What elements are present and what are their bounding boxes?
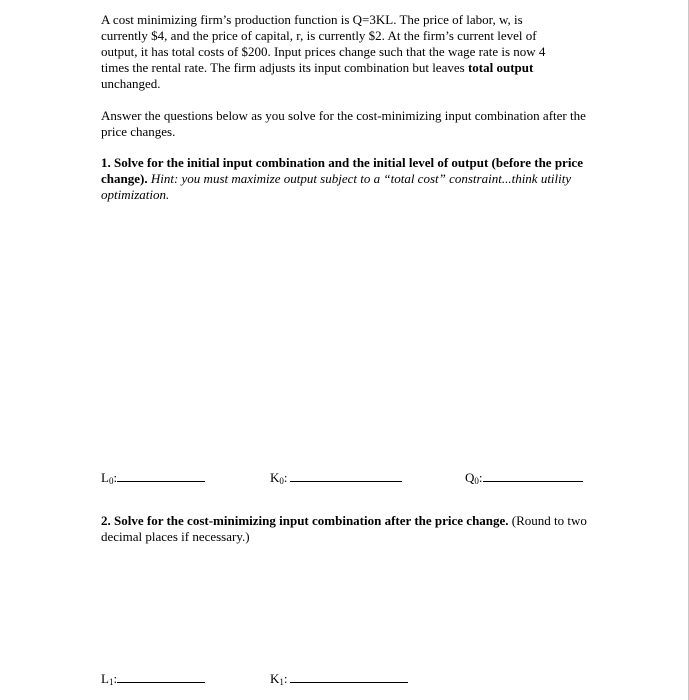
answer-K0 [270,469,402,486]
answer-L1-blank[interactable] [117,670,205,683]
instructions-text: Answer the questions below as you solve for the cost-minimizing input combination after the price changes. [101,108,586,139]
problem-text-bold: total output [467,60,534,75]
answer-K1-label: $K_1$: [270,671,288,687]
answer-Q0-blank[interactable] [483,469,583,482]
answer-K1 [270,670,408,687]
problem-text-part2: unchanged. [101,76,161,91]
answer-L0-label: $L_0$: [101,470,118,486]
answer-K0-label: $K_0$: [270,470,288,486]
problem-text-part1: A cost minimizing firm’s production function is Q=3KL. The price of labor, w, is currently $4, and the price of capital, r, is currently $2. At the firm’s current level of output, it has total costs of $200. Input prices change such that the wage rate is now 4 times the rental rate. The firm adjusts its input combination but leaves [101,12,546,75]
problem-statement [101,12,571,92]
answer-L0 [101,469,205,486]
question-1 [101,155,591,203]
answer-Q0 [465,469,583,486]
answer-L0-blank[interactable] [117,469,205,482]
question-2-note: (Round to two decimal places if necessary.) [101,513,587,544]
question-2 [101,513,601,545]
answer-K1-blank[interactable] [290,670,408,683]
answer-K0-blank[interactable] [290,469,402,482]
answer-L1-label: $L_1$: [101,671,118,687]
answer-L1 [101,670,205,687]
question-1-prompt: 1. Solve for the initial input combination and the initial level of output (before the price change). [101,155,583,186]
question-2-prompt: 2. Solve for the cost-minimizing input combination after the price change. [101,513,509,528]
answer-Q0-label: $Q_0$: [465,470,483,486]
question-1-hint: Hint: you must maximize output subject to a “total cost” constraint...think utility optimization. [101,171,572,202]
